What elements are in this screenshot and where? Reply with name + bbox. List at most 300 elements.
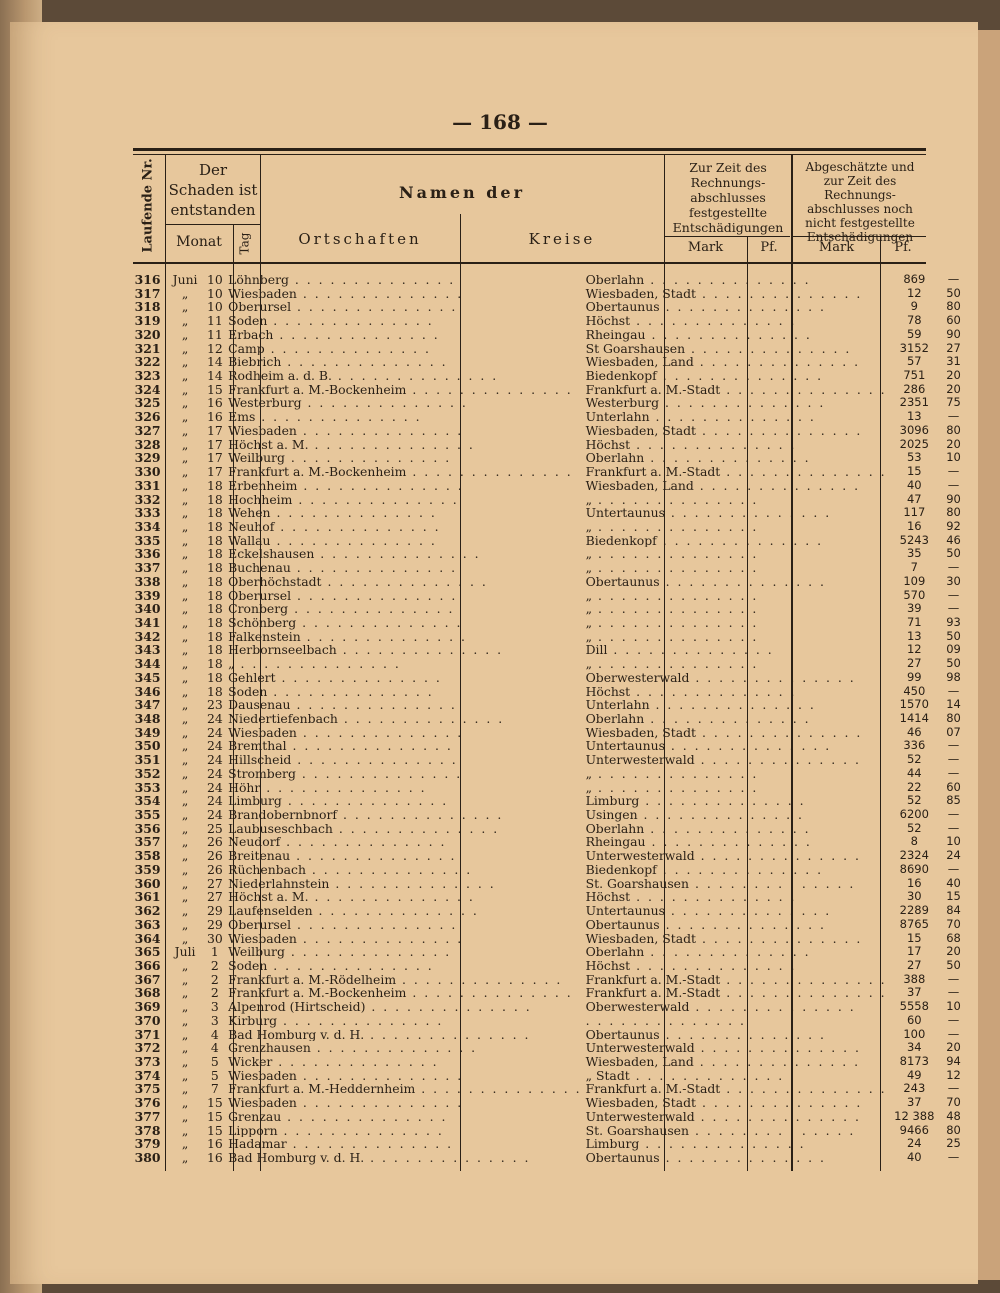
- row-day: 24: [206, 794, 223, 809]
- row-month: „: [181, 657, 189, 671]
- row-number: 375: [134, 1082, 161, 1097]
- row-kreis: „ . . . . . . . . . . . . . .: [585, 602, 759, 616]
- leader-dots: . . . . . . . . . . . . . .: [296, 286, 464, 301]
- leader-dots: . . . . . . . . . . . . . .: [689, 670, 856, 685]
- leader-dots: . . . . . . . . . . . . . .: [300, 629, 467, 644]
- row-ortschaft: Laufenselden . . . . . . . . . . . . . .: [228, 904, 479, 918]
- row-ortschaft: Cronberg . . . . . . . . . . . . . .: [228, 602, 455, 616]
- leader-dots: . . . . . . . . . . . . . .: [308, 890, 475, 905]
- row-mark: 12 388: [894, 1109, 935, 1123]
- header-rule-monat: [165, 224, 260, 225]
- row-day: 2: [210, 986, 219, 1001]
- row-month: „: [181, 904, 189, 918]
- row-pf-2: [989, 877, 1000, 891]
- row-pf: 50: [946, 286, 961, 300]
- row-pf: 90: [946, 492, 961, 506]
- row-day: 4: [210, 1027, 219, 1042]
- row-month: „: [181, 355, 189, 370]
- leader-dots: . . . . . . . . . . . . . .: [284, 945, 452, 959]
- row-pf: 84: [946, 904, 961, 918]
- leader-dots: . . . . . . . . . . . . . .: [585, 1013, 746, 1028]
- leader-dots: . . . . . . . . . . . . . .: [696, 286, 863, 301]
- table-row: [133, 424, 1000, 438]
- table-row: [133, 589, 1000, 603]
- row-number: 330: [134, 465, 161, 479]
- row-mark: 53: [906, 451, 922, 465]
- row-number: 320: [134, 327, 161, 342]
- row-day: 24: [206, 725, 223, 740]
- row-pf-2: [989, 589, 1000, 603]
- row-mark-2: [965, 561, 989, 575]
- row-day: 18: [206, 615, 223, 630]
- row-ortschaft: Rodheim a. d. B. . . . . . . . . . . . . . .: [228, 369, 499, 383]
- row-day: 24: [206, 766, 223, 781]
- row-number: 365: [134, 945, 161, 959]
- leader-dots: . . . . . . . . . . . . . .: [305, 862, 473, 877]
- row-kreis: Wiesbaden, Stadt . . . . . . . . . . . . . .: [585, 286, 863, 301]
- leader-dots: . . . . . . . . . . . . . .: [696, 423, 863, 438]
- row-pf: —: [947, 602, 960, 616]
- leader-dots: . . . . . . . . . . . . . .: [337, 808, 504, 822]
- row-number: 358: [134, 849, 161, 863]
- row-mark-2: [965, 698, 989, 712]
- row-month: „: [181, 1013, 189, 1028]
- row-mark-2: [965, 685, 989, 699]
- row-month: „: [181, 465, 189, 479]
- row-mark: 27: [906, 958, 922, 972]
- row-kreis: Biedenkopf . . . . . . . . . . . . . .: [585, 862, 824, 877]
- row-pf: 60: [946, 314, 961, 328]
- page-number: — 168 —: [452, 110, 548, 134]
- row-number: 369: [134, 1000, 161, 1014]
- row-mark-2: [965, 465, 989, 479]
- row-pf: 48: [946, 1109, 961, 1123]
- row-number: 342: [134, 629, 161, 644]
- row-kreis: Biedenkopf . . . . . . . . . . . . . .: [585, 533, 824, 548]
- row-pf: 70: [946, 1096, 961, 1110]
- row-month: „: [181, 1109, 189, 1124]
- row-day: 17: [206, 465, 223, 479]
- row-pf-2: [989, 1014, 1000, 1028]
- leader-dots: . . . . . . . . . . . . . .: [656, 533, 824, 548]
- row-pf: 93: [946, 615, 961, 629]
- row-ortschaft: Wiesbaden . . . . . . . . . . . . . .: [228, 286, 464, 301]
- row-ortschaft: Herbornseelbach . . . . . . . . . . . . . .: [228, 643, 504, 658]
- leader-dots: . . . . . . . . . . . . . .: [365, 1000, 532, 1014]
- row-ortschaft: Wiesbaden . . . . . . . . . . . . . .: [228, 1096, 464, 1110]
- row-number: 364: [134, 931, 161, 946]
- leader-dots: . . . . . . . . . . . . . .: [286, 739, 453, 754]
- header-pf-2: Pf.: [894, 240, 912, 255]
- row-pf-2: [989, 506, 1000, 520]
- row-month: „: [181, 712, 189, 726]
- row-kreis: Wiesbaden, Stadt . . . . . . . . . . . . . .: [585, 1096, 863, 1110]
- row-month: „: [181, 684, 189, 699]
- row-number: 373: [134, 1054, 161, 1069]
- row-mark: 8690: [899, 862, 929, 876]
- row-mark-2: [965, 1055, 989, 1069]
- row-month: „: [181, 972, 189, 987]
- row-month: „: [181, 1151, 189, 1165]
- row-ortschaft: Löhnberg . . . . . . . . . . . . . .: [228, 273, 456, 287]
- row-kreis: „ . . . . . . . . . . . . . .: [585, 780, 759, 795]
- row-pf-2: [989, 753, 1000, 767]
- row-kreis: „ . . . . . . . . . . . . . .: [585, 561, 759, 575]
- row-kreis: Unterwesterwald . . . . . . . . . . . . . .: [585, 753, 861, 767]
- row-mark-2: [965, 314, 989, 328]
- row-number: 356: [134, 821, 161, 836]
- table-row: [133, 849, 1000, 863]
- leader-dots: . . . . . . . . . . . . . .: [592, 492, 759, 507]
- row-mark: 30: [906, 890, 922, 904]
- row-day: 11: [206, 327, 223, 342]
- row-pf-2: [989, 1028, 1000, 1042]
- leader-dots: . . . . . . . . . . . . . .: [630, 437, 797, 452]
- row-pf-2: [989, 1124, 1000, 1138]
- row-number: 377: [134, 1109, 161, 1124]
- row-pf-2: [989, 1069, 1000, 1083]
- row-pf-2: [989, 534, 1000, 548]
- row-kreis: Biedenkopf . . . . . . . . . . . . . .: [585, 369, 824, 383]
- row-number: 350: [134, 739, 161, 754]
- leader-dots: . . . . . . . . . . . . . .: [290, 698, 457, 712]
- row-month: „: [181, 561, 189, 575]
- row-pf: —: [947, 684, 960, 698]
- row-day: 15: [206, 1096, 223, 1110]
- leader-dots: . . . . . . . . . . . . . .: [645, 835, 812, 850]
- row-mark-2: [965, 424, 989, 438]
- leader-dots: . . . . . . . . . . . . . .: [629, 1068, 797, 1083]
- row-pf: —: [947, 808, 960, 822]
- row-pf-2: [989, 561, 1000, 575]
- row-day: 15: [206, 1123, 223, 1138]
- row-pf: 80: [946, 712, 961, 725]
- row-day: 18: [206, 478, 223, 493]
- header-kreise: Kreise: [528, 230, 596, 248]
- row-number: 378: [134, 1123, 161, 1138]
- row-pf-2: [989, 342, 1000, 356]
- row-pf: 10: [946, 451, 961, 465]
- leader-dots: . . . . . . . . . . . . . .: [694, 753, 861, 767]
- header-monat: Monat: [176, 234, 222, 250]
- leader-dots: . . . . . . . . . . . . . .: [329, 876, 496, 891]
- header-schaden: Der Schaden ist entstanden: [168, 161, 258, 219]
- row-pf-2: [989, 890, 1000, 904]
- leader-dots: . . . . . . . . . . . . . .: [664, 739, 832, 754]
- row-ortschaft: Bad Homburg v. d. H. . . . . . . . . . . . . . .: [228, 1027, 531, 1042]
- table-row: [133, 396, 1000, 410]
- row-kreis: Oberwesterwald . . . . . . . . . . . . . .: [585, 670, 856, 685]
- row-ortschaft: Camp . . . . . . . . . . . . . .: [228, 341, 432, 356]
- row-ortschaft: Oberhöchstadt . . . . . . . . . . . . . .: [228, 574, 488, 589]
- table-row: [133, 493, 1000, 507]
- leader-dots: . . . . . . . . . . . . . .: [290, 849, 457, 863]
- row-day: 18: [206, 533, 223, 548]
- row-kreis: Höchst . . . . . . . . . . . . . .: [585, 314, 797, 328]
- row-pf-2: [989, 986, 1000, 1000]
- table-row: [133, 1041, 1000, 1055]
- row-month: „: [181, 1027, 189, 1042]
- table-row: [133, 355, 1000, 369]
- leader-dots: . . . . . . . . . . . . . .: [644, 712, 811, 726]
- header-namen-der: Namen der: [398, 183, 526, 202]
- row-mark-2: [965, 396, 989, 410]
- row-pf: 12: [946, 1068, 961, 1082]
- row-pf-2: [989, 520, 1000, 534]
- row-ortschaft: Wallau . . . . . . . . . . . . . .: [228, 533, 437, 548]
- row-pf: —: [947, 753, 960, 767]
- row-ortschaft: Wiesbaden . . . . . . . . . . . . . .: [228, 725, 464, 740]
- table-row: [133, 300, 1000, 314]
- row-number: 354: [134, 794, 161, 809]
- leader-dots: . . . . . . . . . . . . . .: [689, 1123, 856, 1138]
- table-row: [133, 863, 1000, 877]
- row-ortschaft: Erbach . . . . . . . . . . . . . .: [228, 327, 440, 342]
- row-kreis: „ . . . . . . . . . . . . . .: [585, 657, 759, 671]
- leader-dots: . . . . . . . . . . . . . .: [260, 780, 427, 795]
- row-kreis: „ . . . . . . . . . . . . . .: [585, 766, 759, 781]
- leader-dots: . . . . . . . . . . . . . .: [720, 986, 887, 1001]
- row-ortschaft: Soden . . . . . . . . . . . . . .: [228, 684, 434, 699]
- leader-dots: . . . . . . . . . . . . . .: [296, 725, 464, 740]
- row-month: „: [181, 547, 189, 562]
- row-pf-2: [989, 1110, 1000, 1124]
- row-month: „: [181, 643, 189, 658]
- table-row: [133, 1082, 1000, 1096]
- leader-dots: . . . . . . . . . . . . . .: [281, 1109, 448, 1124]
- leader-dots: . . . . . . . . . . . . . .: [693, 1054, 861, 1069]
- row-kreis: Obertaunus . . . . . . . . . . . . . .: [585, 1151, 826, 1165]
- table-row: [133, 959, 1000, 973]
- leader-dots: . . . . . . . . . . . . . .: [364, 1151, 531, 1165]
- table-row: [133, 314, 1000, 328]
- leader-dots: . . . . . . . . . . . . . .: [592, 602, 759, 616]
- row-mark-2: [965, 534, 989, 548]
- row-mark: 78: [906, 314, 922, 328]
- row-ortschaft: Soden . . . . . . . . . . . . . .: [228, 314, 434, 328]
- leader-dots: . . . . . . . . . . . . . .: [592, 547, 759, 562]
- table-row: [133, 877, 1000, 891]
- row-day: 16: [206, 396, 223, 411]
- leader-dots: . . . . . . . . . . . . . .: [664, 506, 832, 520]
- row-day: 18: [206, 629, 223, 644]
- row-month: „: [181, 1000, 189, 1014]
- row-month: „: [181, 753, 189, 767]
- row-mark-2: [965, 822, 989, 836]
- leader-dots: . . . . . . . . . . . . . .: [689, 1000, 856, 1014]
- leader-dots: . . . . . . . . . . . . . .: [396, 972, 563, 987]
- header-bottom-rule: [133, 262, 926, 264]
- table-row: [133, 616, 1000, 630]
- row-day: 17: [206, 423, 223, 438]
- row-day: 12: [206, 341, 223, 356]
- row-ortschaft: Laubuseschbach . . . . . . . . . . . . . .: [228, 821, 500, 836]
- leader-dots: . . . . . . . . . . . . . .: [720, 465, 887, 479]
- row-pf-2: [989, 383, 1000, 397]
- row-mark-2: [965, 739, 989, 753]
- row-month: „: [181, 574, 189, 589]
- row-kreis: Unterwesterwald . . . . . . . . . . . . . .: [585, 1109, 861, 1124]
- row-month: „: [181, 602, 189, 616]
- row-pf-2: [989, 794, 1000, 808]
- row-day: 16: [206, 1137, 223, 1151]
- leader-dots: . . . . . . . . . . . . . .: [592, 561, 759, 575]
- row-mark: 16: [906, 876, 922, 890]
- row-mark-2: [965, 602, 989, 616]
- leader-dots: . . . . . . . . . . . . . .: [406, 986, 573, 1001]
- leader-dots: . . . . . . . . . . . . . .: [280, 835, 447, 850]
- row-day: 5: [210, 1054, 219, 1069]
- row-month: „: [181, 588, 189, 603]
- row-pf: 50: [946, 958, 961, 972]
- table-row: [133, 685, 1000, 699]
- row-pf-2: [989, 410, 1000, 424]
- row-ortschaft: Hochheim . . . . . . . . . . . . . .: [228, 492, 459, 507]
- row-pf-2: [989, 273, 1000, 287]
- row-ortschaft: Bad Homburg v. d. H. . . . . . . . . . . . . . .: [228, 1151, 531, 1165]
- leader-dots: . . . . . . . . . . . . . .: [406, 382, 573, 397]
- row-month: „: [181, 519, 189, 534]
- row-kreis: Limburg . . . . . . . . . . . . . .: [585, 1137, 806, 1151]
- row-ortschaft: Lipporn . . . . . . . . . . . . . .: [228, 1123, 444, 1138]
- row-pf: 20: [946, 945, 961, 959]
- row-month: „: [181, 286, 189, 301]
- header-abgeschaetzte: Abgeschätzte und zur Zeit des Rechnungs- abschlusses noch nicht festgestellte Entschädigungen: [805, 160, 915, 244]
- row-day: 17: [206, 451, 223, 466]
- leader-dots: . . . . . . . . . . . . . .: [301, 396, 468, 411]
- row-day: 3: [210, 1013, 219, 1028]
- row-mark: 3096: [899, 423, 929, 437]
- row-number: 368: [134, 986, 161, 1001]
- row-mark: 7: [910, 561, 918, 575]
- leader-dots: . . . . . . . . . . . . . .: [295, 766, 463, 781]
- row-pf-2: [989, 479, 1000, 493]
- row-pf-2: [989, 904, 1000, 918]
- row-month: „: [181, 1096, 189, 1110]
- header-rule-mark: [664, 236, 790, 237]
- row-mark-2: [965, 671, 989, 685]
- table-row: [133, 1069, 1000, 1083]
- table-row: [133, 369, 1000, 383]
- row-ortschaft: Höchst a. M. . . . . . . . . . . . . . .: [228, 437, 475, 452]
- leader-dots: . . . . . . . . . . . . . .: [694, 1041, 861, 1055]
- row-month: „: [181, 1137, 189, 1151]
- row-pf: 75: [946, 396, 961, 410]
- row-pf: —: [947, 1013, 960, 1027]
- row-ortschaft: Weilburg . . . . . . . . . . . . . .: [228, 451, 452, 466]
- row-month: „: [181, 410, 189, 424]
- header-laufende-nr: [133, 160, 163, 260]
- row-pf: —: [947, 986, 960, 1000]
- leader-dots: . . . . . . . . . . . . . .: [275, 670, 442, 685]
- leader-dots: . . . . . . . . . . . . . .: [308, 437, 475, 452]
- leader-dots: . . . . . . . . . . . . . .: [296, 423, 464, 438]
- row-mark-2: [965, 863, 989, 877]
- row-kreis: Oberlahn . . . . . . . . . . . . . .: [585, 712, 811, 726]
- row-ortschaft: Grenzau . . . . . . . . . . . . . .: [228, 1109, 448, 1124]
- row-mark-2: [965, 575, 989, 589]
- leader-dots: . . . . . . . . . . . . . .: [406, 465, 573, 479]
- row-day: 10: [206, 300, 223, 315]
- row-mark: 57: [906, 355, 922, 369]
- row-pf-2: [989, 698, 1000, 712]
- table-row: [133, 781, 1000, 795]
- row-day: 7: [210, 1082, 219, 1097]
- row-mark: 59: [906, 327, 922, 341]
- row-month: „: [181, 821, 189, 836]
- row-ortschaft: Wiesbaden . . . . . . . . . . . . . .: [228, 1068, 464, 1083]
- row-pf: —: [947, 972, 960, 986]
- row-kreis: Oberwesterwald . . . . . . . . . . . . . .: [585, 1000, 856, 1014]
- row-mark-2: [965, 904, 989, 918]
- leader-dots: . . . . . . . . . . . . . .: [286, 1137, 454, 1151]
- leader-dots: . . . . . . . . . . . . . .: [296, 1068, 464, 1083]
- table-row: [133, 287, 1000, 301]
- row-kreis: Limburg . . . . . . . . . . . . . .: [585, 794, 806, 809]
- row-day: 18: [206, 643, 223, 658]
- table-row: [133, 657, 1000, 671]
- row-kreis: Obertaunus . . . . . . . . . . . . . .: [585, 1027, 826, 1042]
- row-mark-2: [965, 1014, 989, 1028]
- row-pf: 20: [946, 369, 961, 383]
- row-day: 25: [206, 821, 223, 836]
- row-pf: 30: [946, 574, 961, 588]
- row-ortschaft: Gehlert . . . . . . . . . . . . . .: [228, 670, 442, 685]
- row-mark: 1414: [899, 712, 929, 725]
- row-day: 18: [206, 519, 223, 534]
- row-day: 24: [206, 780, 223, 795]
- table-row: [133, 438, 1000, 452]
- row-number: 317: [134, 286, 161, 301]
- row-pf-2: [989, 438, 1000, 452]
- leader-dots: . . . . . . . . . . . . . .: [270, 533, 437, 548]
- row-month: „: [181, 698, 189, 712]
- row-mark: 34: [906, 1041, 922, 1055]
- leader-dots: . . . . . . . . . . . . . .: [720, 972, 887, 987]
- row-ortschaft: Wicker . . . . . . . . . . . . . .: [228, 1054, 439, 1069]
- row-day: 4: [210, 1041, 219, 1055]
- row-pf-2: [989, 424, 1000, 438]
- row-day: 18: [206, 547, 223, 562]
- row-kreis: Unterwesterwald . . . . . . . . . . . . . .: [585, 849, 861, 863]
- row-pf: 98: [946, 670, 961, 684]
- row-mark-2: [965, 1041, 989, 1055]
- row-mark: 13: [906, 410, 922, 424]
- row-mark: 52: [906, 753, 922, 767]
- leader-dots: . . . . . . . . . . . . . .: [272, 1054, 439, 1069]
- row-mark-2: [965, 1151, 989, 1165]
- row-number: 345: [134, 670, 161, 685]
- row-day: 10: [206, 286, 223, 301]
- row-pf-2: [989, 808, 1000, 822]
- table-row: [133, 534, 1000, 548]
- row-kreis: Oberlahn . . . . . . . . . . . . . .: [585, 451, 811, 466]
- leader-dots: . . . . . . . . . . . . . .: [281, 355, 448, 370]
- row-kreis: Wiesbaden, Stadt . . . . . . . . . . . . . .: [585, 725, 863, 740]
- row-mark-2: [965, 451, 989, 465]
- row-number: 339: [134, 588, 161, 603]
- row-month: „: [181, 1082, 189, 1097]
- row-mark-2: [965, 959, 989, 973]
- row-ortschaft: Neuhof . . . . . . . . . . . . . .: [228, 519, 441, 534]
- table-row: [133, 753, 1000, 767]
- damage-table-body: [133, 273, 1000, 1165]
- row-day: 1: [210, 945, 219, 959]
- table-row: [133, 890, 1000, 904]
- table-row: [133, 1028, 1000, 1042]
- row-number: 374: [134, 1068, 161, 1083]
- leader-dots: . . . . . . . . . . . . . .: [281, 794, 449, 809]
